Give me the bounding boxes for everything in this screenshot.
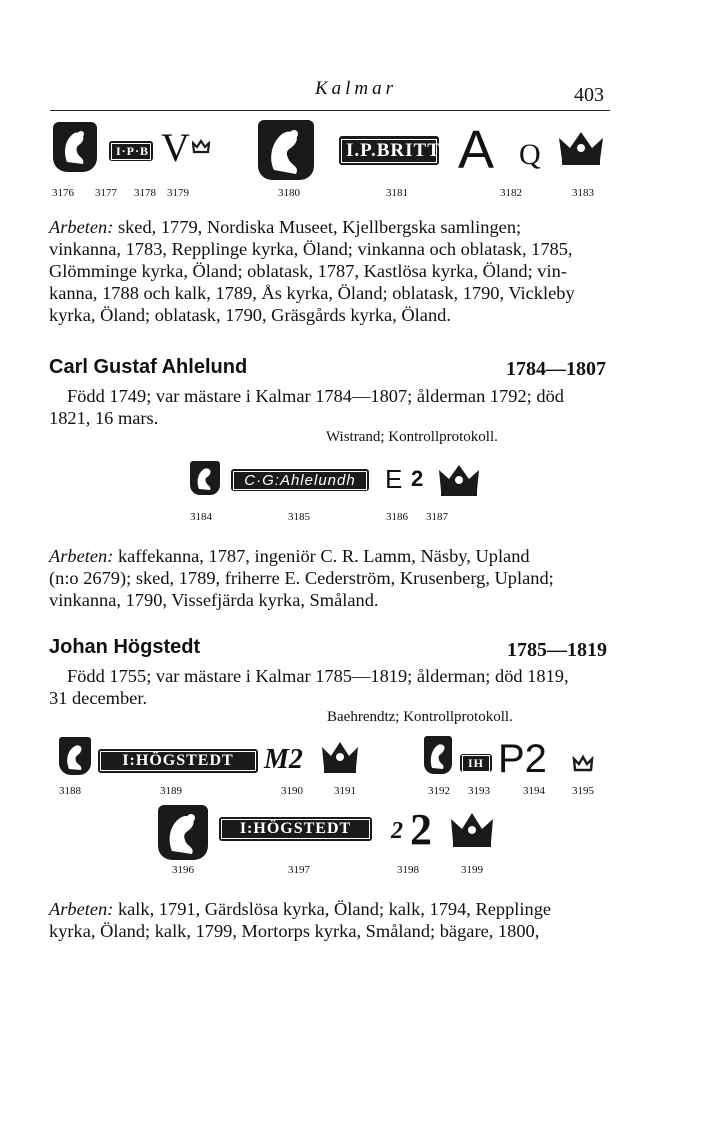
- mark-number: 3176: [52, 187, 74, 199]
- page-number: 403: [574, 84, 604, 106]
- mark-number: 3193: [468, 785, 490, 797]
- digit-mark: 2: [411, 466, 424, 491]
- z2-big-mark: 2: [410, 805, 432, 854]
- mark-number: 3195: [572, 785, 594, 797]
- text-line: vinkanna, 1783, Repplinge kyrka, Öland; vinkanna och oblatask, 1785,: [49, 239, 573, 259]
- works-label: Arbeten:: [49, 546, 114, 566]
- ih-cartouche-mark: IH: [460, 754, 492, 772]
- source-reference: Baehrendtz; Kontrollprotokoll.: [327, 709, 513, 725]
- mark-number: 3191: [334, 785, 356, 797]
- mark-number: 3184: [190, 511, 212, 523]
- lion-icon: [53, 122, 97, 172]
- mark-number: 3187: [426, 511, 448, 523]
- bio-line: 1821, 16 mars.: [49, 408, 159, 428]
- mark-number: 3177: [95, 187, 117, 199]
- mark-number: 3180: [278, 187, 300, 199]
- hogstedt-cartouche-mark: I:HÖGSTEDT: [98, 749, 258, 773]
- mark-number: 3181: [386, 187, 408, 199]
- z2-small-mark: 2: [391, 818, 403, 844]
- ipbritt-cartouche-mark: I.P.BRITT: [339, 136, 439, 165]
- lion-shield-mark: [190, 461, 220, 495]
- lion-shield-mark: [59, 737, 91, 775]
- text-line: Glömminge kyrka, Öland; oblatask, 1787, Kastlösa kyrka, Öland; vin-: [49, 261, 567, 281]
- text-line: (n:o 2679); sked, 1789, friherre E. Cederström, Krusenberg, Upland;: [49, 568, 554, 588]
- maker-years: 1785—1819: [507, 639, 607, 661]
- text-line: kaffekanna, 1787, ingeniör C. R. Lamm, Näsby, Upland: [117, 546, 530, 566]
- running-header: Kalmar: [314, 78, 398, 99]
- works-label: Arbeten:: [49, 899, 114, 919]
- letter-e-mark: E: [385, 464, 403, 494]
- text-line: kyrka, Öland; kalk, 1799, Mortorps kyrka, Småland; bägare, 1800,: [49, 921, 540, 941]
- letter-q-mark: Q: [519, 138, 541, 171]
- mark-number: 3199: [461, 864, 483, 876]
- mark-number: 3178: [134, 187, 156, 199]
- bio-line: Född 1755; var mästare i Kalmar 1785—1819; ålderman; död 1819,: [67, 666, 569, 686]
- mark-number: 3189: [160, 785, 182, 797]
- crown-icon: [448, 809, 496, 851]
- crown-icon: [436, 461, 482, 499]
- crown-icon: [572, 754, 594, 774]
- text-line: vinkanna, 1790, Vissefjärda kyrka, Småland.: [49, 590, 379, 610]
- m2-mark: M2: [264, 744, 303, 775]
- ahlelundh-cartouche-mark: C·G:Ahlelundh: [231, 469, 369, 491]
- mark-number: 3188: [59, 785, 81, 797]
- mark-number: 3197: [288, 864, 310, 876]
- mark-number: 3182: [500, 187, 522, 199]
- mark-number: 3185: [288, 511, 310, 523]
- lion-icon: [424, 736, 452, 774]
- letter-v-mark: V: [161, 125, 190, 170]
- works-paragraph-2: [49, 545, 609, 611]
- mark-number: 3192: [428, 785, 450, 797]
- crown-icon: [192, 139, 210, 155]
- ipb-cartouche-mark: I·P·B: [109, 141, 153, 161]
- maker-years: 1784—1807: [506, 358, 606, 380]
- hogstedt-cartouche-mark-2: I:HÖGSTEDT: [219, 817, 372, 841]
- text-line: kanna, 1788 och kalk, 1789, Ås kyrka, Öland; oblatask, 1790, Vickleby: [49, 283, 575, 303]
- p2-mark: P2: [498, 737, 547, 781]
- lion-icon: [190, 461, 220, 495]
- maker-name: Carl Gustaf Ahlelund: [49, 356, 248, 378]
- lion-icon: [258, 120, 314, 180]
- mark-number: 3198: [397, 864, 419, 876]
- mark-number: 3183: [572, 187, 594, 199]
- works-paragraph-1: [49, 216, 609, 326]
- lion-shield-mark: [53, 122, 97, 172]
- mark-number: 3186: [386, 511, 408, 523]
- text-line: sked, 1779, Nordiska Museet, Kjellbergska samlingen;: [117, 217, 522, 237]
- lion-icon: [158, 805, 208, 860]
- lion-shield-mark-2: [258, 120, 314, 180]
- lion-icon: [59, 737, 91, 775]
- mark-number: 3190: [281, 785, 303, 797]
- crown-icon: [556, 128, 606, 168]
- works-label: Arbeten:: [49, 217, 114, 237]
- header-rule: [50, 110, 610, 111]
- works-paragraph-3: [49, 898, 609, 942]
- mark-number: 3179: [167, 187, 189, 199]
- bio-line: 31 december.: [49, 688, 148, 708]
- maker-name: Johan Högstedt: [49, 636, 201, 658]
- lion-shield-mark-3: [158, 805, 208, 860]
- bio-line: Född 1749; var mästare i Kalmar 1784—1807; ålderman 1792; död: [67, 386, 564, 406]
- text-line: kyrka, Öland; oblatask, 1790, Gräsgårds kyrka, Öland.: [49, 305, 451, 325]
- source-reference: Wistrand; Kontrollprotokoll.: [326, 429, 498, 445]
- mark-number: 3194: [523, 785, 545, 797]
- lion-shield-mark-2: [424, 736, 452, 774]
- crown-icon: [320, 738, 360, 776]
- mark-number: 3196: [172, 864, 194, 876]
- letter-a-mark: A: [458, 120, 495, 180]
- text-line: kalk, 1791, Gärdslösa kyrka, Öland; kalk, 1794, Repplinge: [117, 899, 552, 919]
